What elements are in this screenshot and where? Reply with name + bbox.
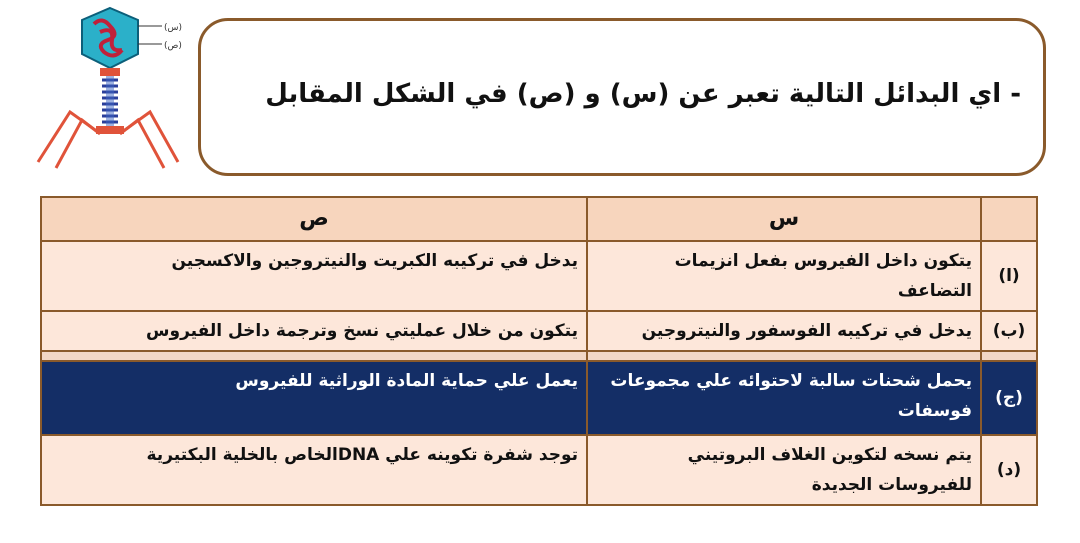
table-row-highlighted[interactable] (41, 361, 1037, 435)
header-s: س (587, 197, 981, 241)
cell-s: يدخل في تركيبه الفوسفور والنيتروجين (587, 311, 981, 351)
table-header (41, 197, 1037, 241)
label-p: (ص) (164, 41, 182, 51)
table-row[interactable] (41, 435, 1037, 505)
cell-p: توجد شفرة تكوينه علي DNAالخاص بالخلية البكتيرية (41, 435, 587, 505)
question-text: - اي البدائل التالية تعبر عن (س) و (ص) في الشكل المقابل (265, 79, 1021, 109)
option-label: (د) (981, 435, 1037, 505)
question-box (198, 18, 1046, 176)
cell-s: يحمل شحنات سالبة لاحتوائه علي مجموعات فوسفات (587, 361, 981, 435)
table-row[interactable] (41, 311, 1037, 351)
bacteriophage-figure (20, 2, 195, 172)
option-label: (ب) (981, 311, 1037, 351)
option-label: (ج) (981, 361, 1037, 435)
table-row[interactable] (41, 241, 1037, 311)
cell-p: يعمل علي حماية المادة الوراثية للفيروس (41, 361, 587, 435)
header-label-cell (981, 197, 1037, 241)
cell-p: يتكون من خلال عمليتي نسخ وترجمة داخل الفيروس (41, 311, 587, 351)
row-divider (41, 351, 1037, 361)
cell-s: يتكون داخل الفيروس بفعل انزيمات التضاعف (587, 241, 981, 311)
option-label: (ا) (981, 241, 1037, 311)
cell-s: يتم نسخه لتكوين الغلاف البروتيني للفيروسات الجديدة (587, 435, 981, 505)
answers-table (40, 196, 1038, 506)
cell-p: يدخل في تركيبه الكبريت والنيتروجين والاكسجين (41, 241, 587, 311)
header-p: ص (41, 197, 587, 241)
label-s: (س) (164, 23, 183, 33)
